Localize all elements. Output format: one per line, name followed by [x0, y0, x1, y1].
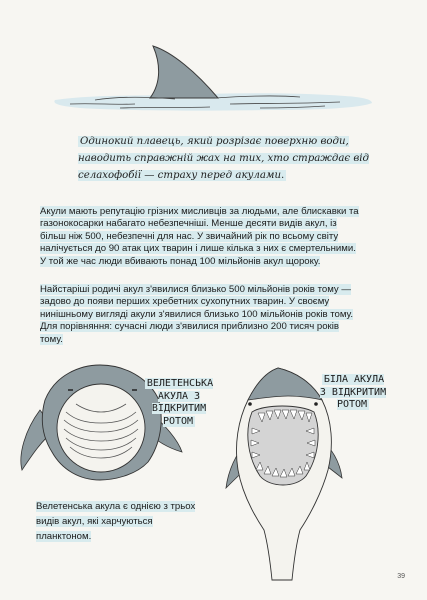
shark-fin-illustration	[0, 0, 427, 130]
paragraph-1-text: Акули мають репутацію грізних мисливців за людьми, але блискавки та газонокосарки набагато небезпечніші. Менше десяти видів акул, із більш ніж 500, небезпечні для нас. У звичайний рік по всьому світу налічується до 90 атак цих тварин і лише кілька з них є смертельними. У той же час люди вбивають понад 100 мільйонів акул щороку.	[40, 205, 359, 267]
white-shark-head-top	[248, 368, 322, 400]
paragraph-shark-origins	[40, 284, 360, 347]
top-caption	[78, 133, 378, 184]
white-shark-label-text: БІЛА АКУЛА З ВІДКРИТИМ РОТОМ	[319, 374, 387, 410]
paragraph-2-text: Найстаріші родичі акул з'явилися близько 500 мільйонів років тому — задово до появи перших хребетних сухопутних тварин. У своєму нинішньому вигляді акули з'явилися близько 100 мільйонів років тому. Для порівняння: сучасні люди з'явилися приблизно 200 тисяч років тому.	[40, 283, 354, 345]
white-shark-label	[318, 374, 388, 412]
basking-shark-label-text: ВЕЛЕТЕНСЬКА АКУЛА З ВІДКРИТИМ РОТОМ	[146, 378, 214, 427]
bottom-caption	[36, 499, 206, 544]
top-caption-text: Одинокий плавець, який розрізає поверхню води, наводить справжній жах на тих, хто страждає від селахофобії — страху перед акулами.	[78, 136, 369, 181]
basking-shark-mouth	[57, 384, 145, 472]
white-shark-eye-left	[248, 402, 252, 406]
bottom-caption-text: Велетенська акула є однією з трьох видів акул, які харчуються планктоном.	[36, 500, 196, 542]
basking-shark-label	[140, 378, 218, 428]
page-number: 39	[397, 573, 405, 580]
paragraph-shark-reputation	[40, 206, 360, 269]
shark-fin	[150, 46, 218, 98]
